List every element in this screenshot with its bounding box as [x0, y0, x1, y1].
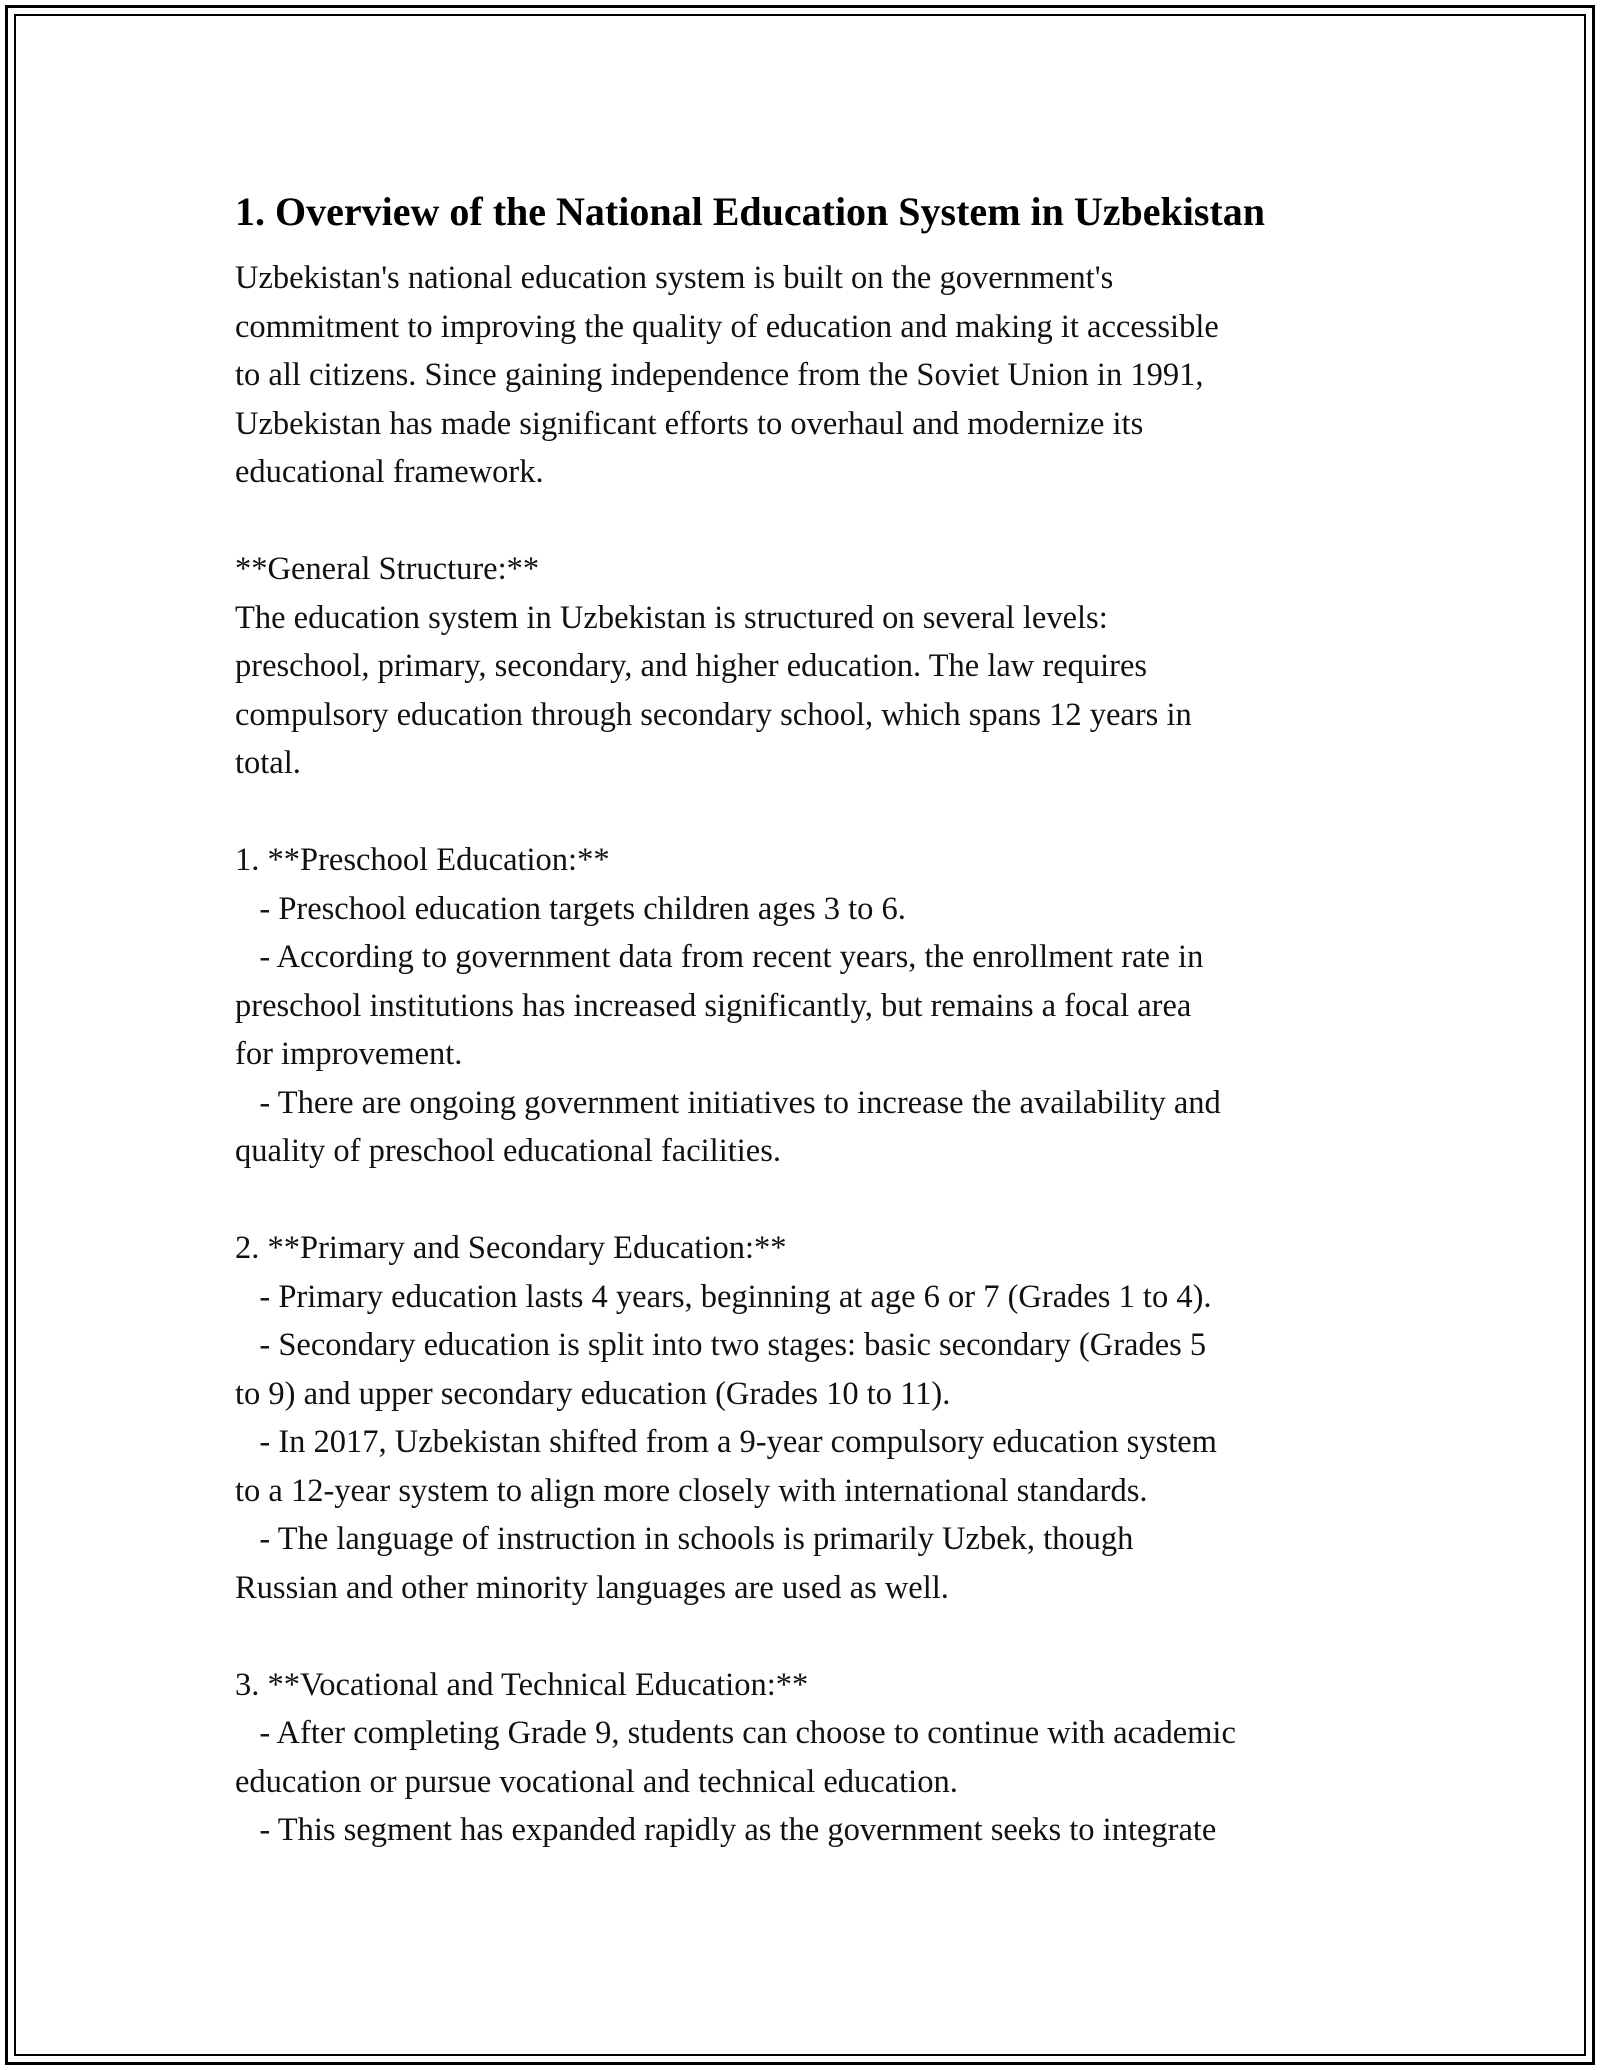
paragraph-spacer — [235, 1612, 1395, 1661]
paragraph-spacer — [235, 1176, 1395, 1225]
section-bullets-primary-secondary: - Primary education lasts 4 years, beginning at age 6 or 7 (Grades 1 to 4). - Secondary education is split into two stages: basic secondary (Grades 5 to 9) and upper secondary education (Grades 10 to 11). - In 2017, Uzbekistan shifted from a 9-year compulsory education system to a 12-year system to align more closely with international standards. - The language of instruction in schools is primarily Uzbek, though Russian and other minority languages are used as well. — [235, 1278, 1217, 1606]
section-heading-primary-secondary: 2. **Primary and Secondary Education:** — [235, 1230, 787, 1266]
section-bullets-preschool: - Preschool education targets children ages 3 to 6. - According to government data from recent years, the enrollment rate in preschool institutions has increased significantly, but remains a focal area for improvement. - There are ongoing government initiatives to increase the availability and quality of preschool educational facilities. — [235, 890, 1221, 1169]
general-structure-text: The education system in Uzbekistan is structured on several levels: preschool, primary, secondary, and higher education. The law requires compulsory education through secondary school, which spans 12 years in total. — [235, 599, 1192, 781]
paragraph-spacer — [235, 497, 1395, 546]
section-bullets-vocational: - After completing Grade 9, students can choose to continue with academic education or pursue vocational and technical education. - This segment has expanded rapidly as the government seeks to integrate — [235, 1715, 1236, 1848]
document-title: 1. Overview of the National Education System in Uzbekistan — [235, 189, 1265, 234]
intro-paragraph: Uzbekistan's national education system is built on the government's commitment to improving the quality of education and making it accessible to all citizens. Since gaining independence from the Soviet Union in 1991, Uzbekistan has made significant efforts to overhaul and modernize its educational framework. — [235, 260, 1219, 490]
general-structure-heading: **General Structure:** — [235, 551, 540, 587]
section-heading-vocational: 3. **Vocational and Technical Education:** — [235, 1666, 809, 1703]
paragraph-spacer — [235, 788, 1395, 837]
document-body — [235, 186, 1395, 1855]
section-heading-preschool: 1. **Preschool Education:** — [235, 842, 610, 878]
